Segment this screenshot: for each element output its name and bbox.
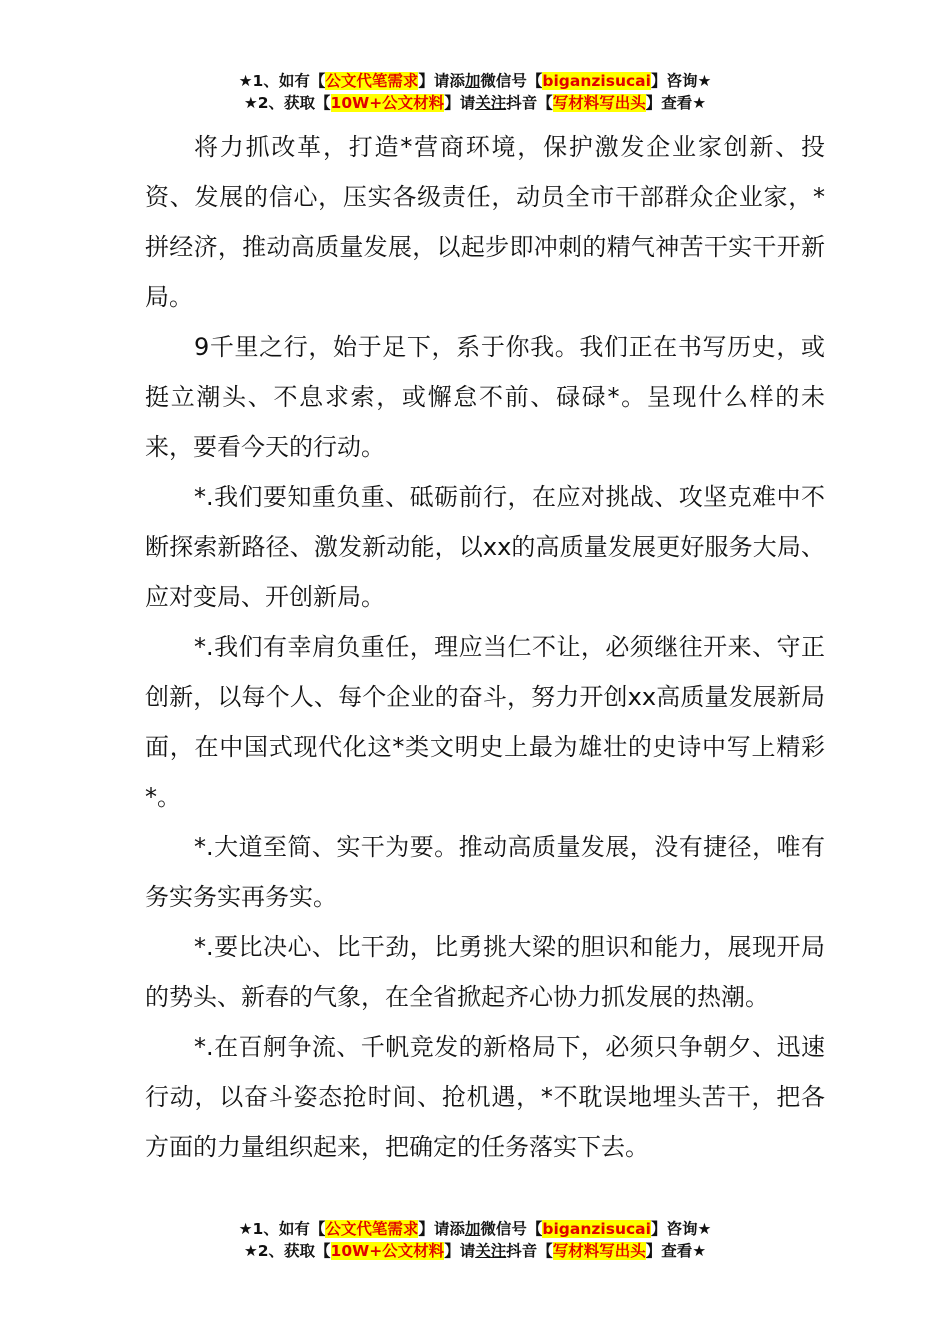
banner-emphasis: 加 [464,72,481,90]
banner-text: 抖音【 [506,94,553,112]
paragraph: 9千里之行，始于足下，系于你我。我们正在书写历史，或挺立潮头、不息求索，或懈怠不前、碌碌*。呈现什么样的未来，要看今天的行动。 [145,333,825,461]
banner-text: 】查看★ [645,94,707,112]
banner-line-1 [0,70,950,92]
banner-text: ★1、如有【 [238,72,326,90]
paragraph: *.大道至简、实干为要。推动高质量发展，没有捷径，唯有务实务实再务实。 [145,833,825,911]
banner-emphasis: 关注 [475,1242,507,1260]
paragraph: *.要比决心、比干劲，比勇挑大梁的胆识和能力，展现开局的势头、新春的气象，在全省掀起齐心协力抓发展的热潮。 [145,933,825,1011]
banner-text: 微信号【 [480,1220,543,1238]
banner-emphasis: 加 [464,1220,481,1238]
banner-highlight: 写材料写出头 [552,1242,646,1260]
banner-text: 】请添 [418,1220,465,1238]
paragraph: *.在百舸争流、千帆竞发的新格局下，必须只争朝夕、迅速行动，以奋斗姿态抢时间、抢机遇，*不耽误地埋头苦干，把各方面的力量组织起来，把确定的任务落实下去。 [145,1033,825,1161]
banner-line-2 [0,1240,950,1262]
footer-banner [0,1218,950,1262]
banner-highlight: 写材料写出头 [552,94,646,112]
banner-text: 】请添 [418,72,465,90]
banner-highlight: 公文代笔需求 [325,72,419,90]
banner-text: 】咨询★ [650,72,712,90]
banner-highlight: 10W+公文材料 [330,1242,445,1260]
banner-text: 】查看★ [645,1242,707,1260]
banner-text: ★2、获取【 [243,94,331,112]
paragraph: *.我们要知重负重、砥砺前行，在应对挑战、攻坚克难中不断探索新路径、激发新动能，以xx的高质量发展更好服务大局、应对变局、开创新局。 [145,483,825,611]
banner-text: 】咨询★ [650,1220,712,1238]
paragraph: *.我们有幸肩负重任，理应当仁不让，必须继往开来、守正创新，以每个人、每个企业的奋斗，努力开创xx高质量发展新局面，在中国式现代化这*类文明史上最为雄壮的史诗中写上精彩*。 [145,633,825,811]
document-body [145,122,825,1172]
banner-line-1 [0,1218,950,1240]
banner-emphasis: 关注 [475,94,507,112]
banner-text: 】请 [444,94,476,112]
banner-line-2 [0,92,950,114]
banner-highlight: 10W+公文材料 [330,94,445,112]
header-banner [0,70,950,114]
banner-highlight: biganzisucai [542,72,651,90]
banner-text: 】请 [444,1242,476,1260]
banner-text: 抖音【 [506,1242,553,1260]
banner-text: ★2、获取【 [243,1242,331,1260]
paragraph: 将力抓改革，打造*营商环境，保护激发企业家创新、投资、发展的信心，压实各级责任，动员全市干部群众企业家，*拼经济，推动高质量发展，以起步即冲刺的精气神苦干实干开新局。 [145,133,825,311]
banner-highlight: 公文代笔需求 [325,1220,419,1238]
banner-text: 微信号【 [480,72,543,90]
banner-highlight: biganzisucai [542,1220,651,1238]
banner-text: ★1、如有【 [238,1220,326,1238]
